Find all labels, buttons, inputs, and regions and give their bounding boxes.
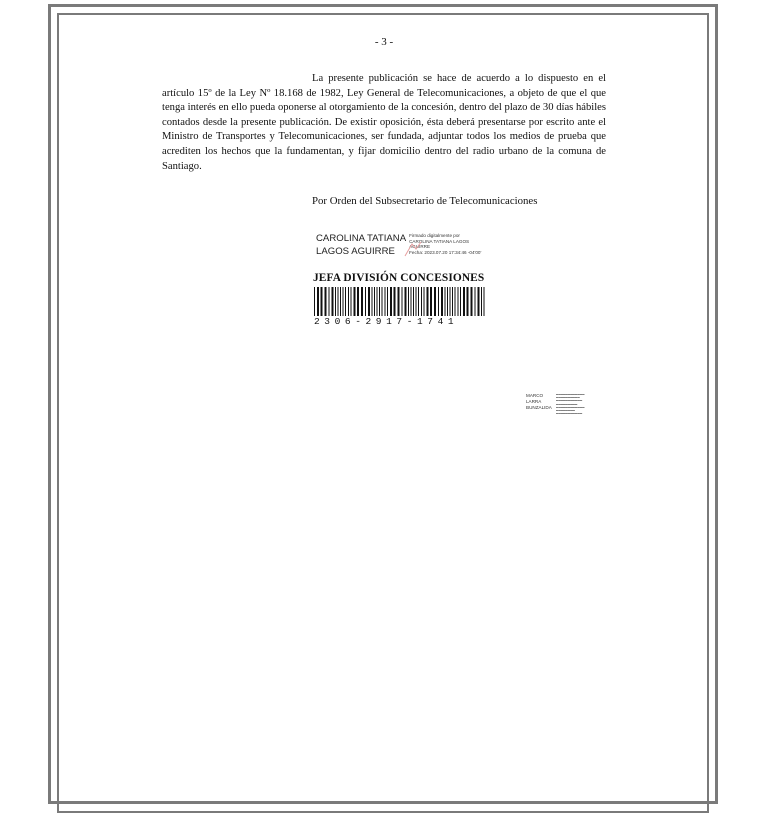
digital-signature (316, 233, 481, 258)
stamp-name-line3: BUNZALIDA (526, 405, 552, 410)
signature-detail-line1: Firmado digitalmente por (409, 233, 460, 238)
body-text (162, 72, 606, 174)
signature-details (409, 233, 481, 255)
signer-name-line2: LAGOS AGUIRRE (316, 245, 395, 257)
stamp-name (526, 393, 552, 415)
secondary-signature-stamp (526, 393, 596, 415)
signature-detail-line3: AGUIRRE (409, 244, 431, 250)
stamp-name-line2: LARRA (526, 399, 542, 404)
page-number: - 3 - (374, 36, 394, 48)
signer-name-line1: CAROLINA TATIANA (316, 233, 407, 244)
stamp-name-line1: MARCO (526, 393, 544, 398)
signer-name (316, 233, 406, 258)
stamp-detail-icon: ▬▬▬▬▬▬▬▬▬▬▬▬ ▬▬▬▬▬▬▬▬▬▬ ▬▬▬▬▬▬▬▬▬▬▬ ▬▬▬▬▬▬▬▬▬ ▬▬▬▬▬▬▬▬▬▬▬▬ ▬▬▬▬▬▬▬▬ ▬▬▬▬▬▬▬▬▬▬▬ (555, 393, 585, 416)
signature-detail-line4: Fecha: 2023.07.20 17:34:46 -04'00' (409, 249, 482, 255)
signature-stroke-icon (403, 240, 423, 258)
order-line: Por Orden del Subsecretario de Telecomunicaciones (312, 195, 538, 207)
body-paragraph: La presente publicación se hace de acuerdo a lo dispuesto en el artículo 15º de la Ley Nº 18.168 de 1982, Ley General de Telecomunicaciones, a objeto de que el que tenga interés en ello pueda oponerse al otorgamiento de la concesión, dentro del plazo de 30 días hábiles contados desde la presente publicación. De existir oposición, ésta deberá presentarse por escrito ante el Ministro de Transportes y Telecomunicaciones, ser fundada, adjuntar todos los medios de prueba que acrediten los hechos que la fundamentan, y fijar domicilio dentro del radio urbano de la comuna de Santiago. (162, 73, 606, 172)
barcode-icon (313, 287, 487, 316)
signature-detail-line2: CAROLINA TATIANA LAGOS (409, 238, 470, 244)
signer-title: JEFA DIVISIÓN CONCESIONES (313, 272, 485, 284)
barcode-number: 2306-2917-1741 (314, 316, 459, 327)
